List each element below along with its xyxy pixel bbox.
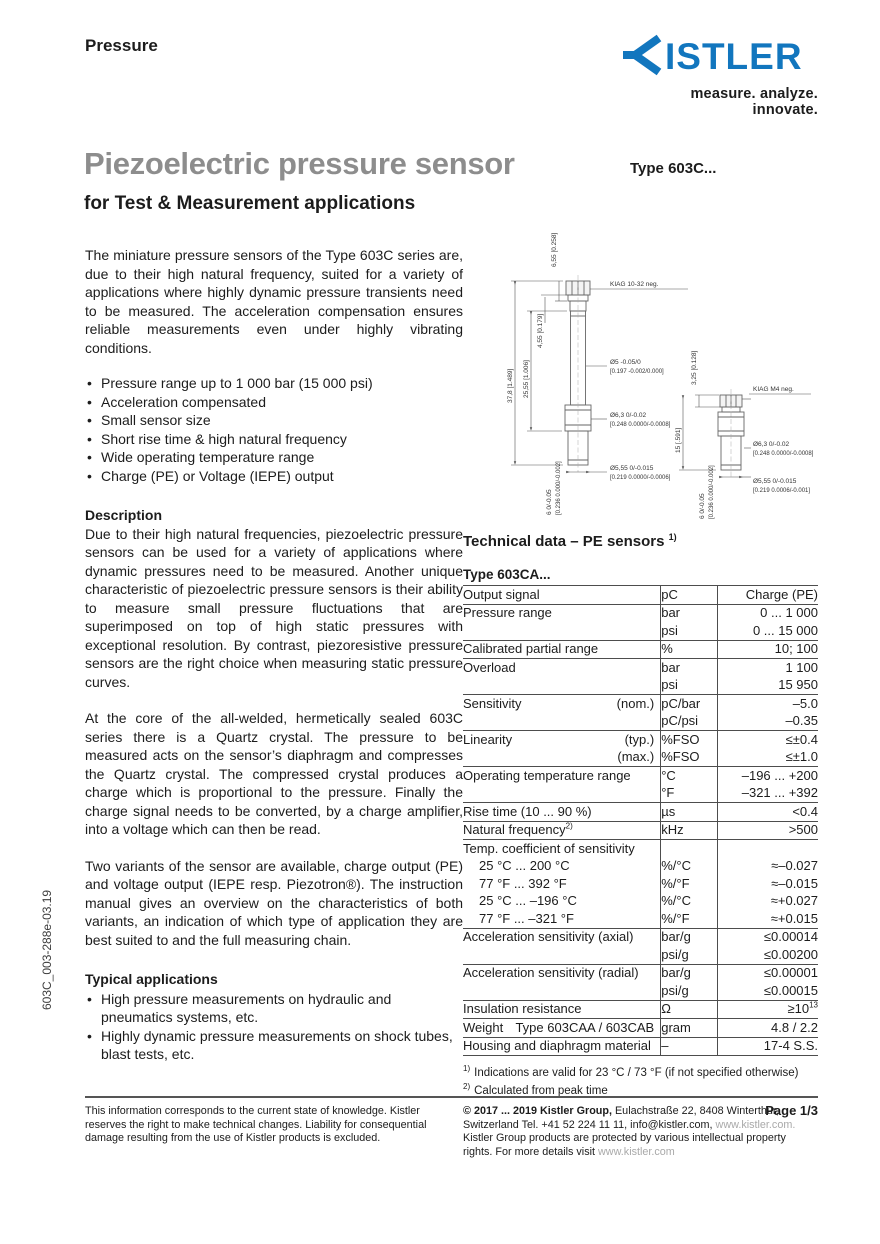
table-row	[463, 1037, 818, 1056]
row-value: –5.0	[717, 695, 818, 713]
row-unit: %FSO	[661, 749, 718, 767]
table-row	[463, 875, 818, 893]
row-unit: kHz	[661, 821, 718, 840]
right-column	[463, 232, 818, 1118]
page-subtitle: for Test & Measurement applications	[84, 193, 416, 214]
row-value: –321 ... +392	[741, 785, 818, 801]
dim-325: 3,25 [0.128]	[691, 350, 698, 385]
row-unit: –	[661, 1037, 718, 1056]
description-paragraph-3: Two variants of the sensor are available, charge output (PE) and voltage output (IEPE resp. Piezotron®). The instruction manual gives an overview on the characteristics of both variants, an indication of which type of application they are best suited to and the full measuring chain.	[85, 857, 463, 948]
row-label: Overload	[463, 659, 661, 677]
thread-label-left: KIAG 10-32 neg.	[610, 281, 659, 288]
row-label: 25 °C ... 200 °C	[479, 858, 570, 874]
logo-text: ISTLER	[665, 36, 803, 77]
row-value: 4.8 / 2.2	[717, 1019, 818, 1038]
table-row	[463, 982, 818, 1000]
feature-item: • Wide operating temperature range	[85, 448, 463, 467]
row-unit: °F	[661, 785, 718, 803]
row-value	[717, 840, 818, 858]
row-label: Sensitivity (nom.)	[463, 695, 661, 713]
row-value: ≤0.00014	[717, 928, 818, 946]
dim-15: 15 [.591]	[675, 427, 682, 453]
row-label	[463, 622, 661, 640]
type-label: Type 603C...	[630, 160, 717, 177]
kistler-logo	[623, 34, 818, 81]
row-label: Rise time (10 ... 90 %)	[463, 803, 661, 822]
table-row	[463, 640, 818, 659]
row-unit: %/°F	[661, 875, 718, 893]
row-unit: µs	[661, 803, 718, 822]
row-unit: %/°C	[661, 858, 718, 876]
row-value: ≤0.00200	[763, 946, 818, 962]
row-label	[463, 677, 661, 695]
tech-data-title-text: Technical data – PE sensors	[463, 533, 669, 550]
tech-data-subtype: Type 603CA...	[463, 567, 551, 582]
row-value: 0 ... 1 000	[717, 604, 818, 622]
tech-data-title	[463, 532, 818, 550]
dia63-metric-right: Ø6,3 0/-0.02	[753, 441, 790, 448]
dia5-metric: Ø5 -0.05/0	[610, 359, 641, 366]
row-label	[463, 946, 661, 964]
logo-k-arrow	[635, 38, 659, 72]
row-label	[463, 713, 661, 731]
kistler-logo-icon	[623, 34, 818, 76]
dia63-inch-left: [0.248 0.0000/-0.0008]	[610, 422, 671, 428]
row-value: 10; 100	[717, 640, 818, 659]
dim-455: 4,55 [0.179]	[537, 313, 544, 348]
footer-copyright: © 2017 ... 2019 Kistler Group,	[463, 1105, 612, 1117]
row-label: Pressure range	[463, 604, 661, 622]
table-row	[463, 1019, 818, 1038]
footer-legal: Kistler Group products are protected by various intellectual property rights. For more details visit	[463, 1132, 786, 1158]
table-row	[463, 767, 818, 785]
row-value: ≈–0.015	[771, 875, 818, 891]
row-label	[463, 982, 661, 1000]
row-unit: Ω	[661, 1000, 718, 1019]
thread-label-right: KIAG M4 neg.	[753, 386, 794, 393]
application-item: • Highly dynamic pressure measurements on shock tubes, blast tests, etc.	[85, 1027, 463, 1064]
row-label: Weight Type 603CAA / 603CAB	[463, 1019, 661, 1038]
row-unit: %	[661, 640, 718, 659]
row-value: ≤±0.4	[717, 731, 818, 749]
page-title: Piezoelectric pressure sensor	[84, 146, 515, 181]
dia63-metric-left: Ø6,3 0/-0.02	[610, 412, 647, 419]
dia555-metric-left: Ø5,55 0/-0.015	[610, 465, 654, 472]
dim-655: 6,55 [0.258]	[551, 232, 558, 267]
tech-data-title-footnote-marker: 1)	[668, 532, 677, 542]
row-value: ≈+0.027	[770, 893, 818, 909]
row-unit: pC/psi	[661, 713, 718, 731]
dia5-inch: [0.197 -0.002/0.000]	[610, 369, 664, 375]
feature-item: • Charge (PE) or Voltage (IEPE) output	[85, 467, 463, 486]
footer-website-link[interactable]: www.kistler.com.	[715, 1118, 796, 1131]
row-label: Natural frequency$^{2)}$	[463, 821, 661, 840]
dimension-lines-left	[511, 281, 688, 472]
row-label: (max.)	[617, 749, 655, 765]
dimension-lines-right	[679, 394, 811, 477]
dia555-inch-left: [0.219 0.0000/-0.0006]	[610, 475, 671, 481]
footnote-1-marker: 1)	[463, 1064, 471, 1073]
row-value: 17-4 S.S.	[717, 1037, 818, 1056]
row-unit: %FSO	[661, 731, 718, 749]
row-unit: bar	[661, 659, 718, 677]
applications-heading: Typical applications	[85, 971, 218, 987]
description-paragraph-1: Due to their high natural frequencies, piezoelectric pressure sensors can be used for a variety of applications where dynamic pressures need to be measured. Another unique characteristic of piezoelectric pressure sensors is their ability to measure small pressure fluctuations that are superimposed on top of high static pressures with exceptional resolution. By contrast, piezoresistive pressure sensors are the right choice when measuring static pressure curves.	[85, 525, 463, 690]
table-row	[463, 731, 818, 749]
row-value: ≈+0.015	[770, 910, 818, 926]
table-row	[463, 893, 818, 911]
row-value: ≤0.00001	[717, 964, 818, 982]
category-label: Pressure	[85, 36, 158, 55]
row-value: <0.4	[717, 803, 818, 822]
row-value: 15 950	[778, 677, 818, 693]
row-label: Linearity (typ.)	[463, 731, 661, 749]
feature-item: • Small sensor size	[85, 411, 463, 430]
row-unit	[661, 840, 718, 858]
row-unit: bar	[661, 604, 718, 622]
table-row	[463, 749, 818, 767]
document-number: 603C_003-288e-03.19	[40, 889, 54, 1010]
row-value: ≤±1.0	[785, 749, 818, 765]
table-row	[463, 695, 818, 713]
row-label	[463, 785, 661, 803]
row-value: 0 ... 15 000	[752, 622, 818, 638]
row-unit: pC	[661, 586, 718, 605]
row-value: –0.35	[785, 713, 818, 729]
dim6-inch-left: [0.236 0.000/-0.002]	[556, 461, 562, 515]
table-row	[463, 821, 818, 840]
row-unit: psi	[661, 622, 718, 640]
row-value: Charge (PE)	[717, 586, 818, 605]
tech-table-body	[463, 586, 818, 1056]
row-unit: psi	[661, 677, 718, 695]
row-label: 25 °C ... –196 °C	[479, 893, 577, 909]
footnote-2-marker: 2)	[463, 1081, 471, 1091]
dim-378: 37,8 [1.489]	[507, 368, 514, 403]
page-number: Page 1/3	[765, 1102, 818, 1118]
footnote-1	[463, 1062, 818, 1080]
dia555-inch-right: [0.219 0.0006/-0.001]	[753, 488, 811, 494]
row-unit: psi/g	[661, 946, 718, 964]
table-footnotes	[463, 1062, 818, 1098]
footnote-1-text: Indications are valid for 23 °C / 73 °F (if not specified otherwise)	[474, 1066, 799, 1079]
feature-item: • Acceleration compensated	[85, 393, 463, 412]
table-row	[463, 604, 818, 622]
row-label: 77 °F ... 392 °F	[479, 875, 567, 891]
row-unit: psi/g	[661, 982, 718, 1000]
intro-paragraph: The miniature pressure sensors of the Type 603C series are, due to their high natural frequency, suited for a variety of applications where highly dynamic pressure transients need to be measured. The acceleration compensation ensures reliable measurements even under highly vibrating conditions.	[85, 247, 463, 356]
row-label: 77 °F ... –321 °F	[479, 910, 574, 926]
technical-drawing	[463, 232, 818, 525]
row-label: Output signal	[463, 586, 661, 605]
feature-list	[85, 374, 463, 485]
row-unit: °C	[661, 767, 718, 785]
description-heading: Description	[85, 507, 163, 523]
left-column	[85, 246, 463, 1064]
dim-2555: 25,55 [1.006]	[523, 360, 530, 398]
dim6-inch-right: [0.236 0.000/-0.002]	[709, 465, 715, 519]
footer-disclaimer: This information corresponds to the current state of knowledge. Kistler reserves the right to make technical changes. Liability for consequential damage resulting from the use of Kistler products is excluded.	[85, 1105, 427, 1144]
row-label: Operating temperature range	[463, 767, 661, 785]
feature-item: • Short rise time & high natural frequency	[85, 430, 463, 449]
dim6-metric-left: 6 0/-0.05	[546, 489, 553, 515]
table-row	[463, 803, 818, 822]
table-row	[463, 858, 818, 876]
table-row	[463, 928, 818, 946]
table-row	[463, 713, 818, 731]
row-unit: %/°F	[661, 910, 718, 928]
footnote-2	[463, 1080, 818, 1098]
row-label: Calibrated partial range	[463, 640, 661, 659]
row-unit: bar/g	[661, 928, 718, 946]
table-row	[463, 964, 818, 982]
row-unit: gram	[661, 1019, 718, 1038]
tech-data-table	[463, 585, 818, 1056]
table-row	[463, 677, 818, 695]
dia555-metric-right: Ø5,55 0/-0.015	[753, 478, 797, 485]
row-value: 1 100	[717, 659, 818, 677]
logo-tagline: measure. analyze. innovate.	[690, 86, 818, 118]
row-value: ≈–0.027	[771, 858, 818, 874]
row-label: Acceleration sensitivity (axial)	[463, 928, 661, 946]
table-row	[463, 785, 818, 803]
description-paragraph-2: At the core of the all-welded, hermetically sealed 603C series there is a Quartz crystal. The pressure to be measured acts on the sensor’s diaphragm and compresses the Quartz crystal. The compressed crystal produces a charge which is proportional to the pressure. Finally the charge signal needs to be converted, by a charge amplifier, into a voltage which can then be read.	[85, 710, 463, 837]
row-unit: pC/bar	[661, 695, 718, 713]
application-item: • High pressure measurements on hydraulic and pneumatics systems, etc.	[85, 990, 463, 1027]
table-row	[463, 946, 818, 964]
row-unit: bar/g	[661, 964, 718, 982]
row-value: ≤0.00015	[763, 982, 818, 998]
footer-address: Eulachstraße 22, 8408 Winterthur, Switzerland Tel. +41 52 224 11 11, info@kistler.com,	[463, 1105, 779, 1131]
table-row	[463, 910, 818, 928]
footer-company-info	[463, 1102, 818, 1159]
footer-website-link-2[interactable]: www.kistler.com	[598, 1145, 675, 1158]
dim6-metric-right: 6 0/-0.05	[699, 493, 706, 519]
row-label: Acceleration sensitivity (radial)	[463, 964, 661, 982]
row-label: Housing and diaphragm material	[463, 1037, 661, 1056]
row-label: Insulation resistance	[463, 1000, 661, 1019]
table-row	[463, 840, 818, 858]
row-value: $\ge 10^{13}$	[717, 1000, 818, 1019]
dia63-inch-right: [0.248 0.0000/-0.0008]	[753, 451, 814, 457]
row-label: Temp. coefficient of sensitivity	[463, 840, 661, 858]
footnote-2-text: Calculated from peak time	[474, 1084, 608, 1097]
row-value: >500	[717, 821, 818, 840]
feature-item: • Pressure range up to 1 000 bar (15 000 psi)	[85, 374, 463, 393]
table-row	[463, 622, 818, 640]
table-row	[463, 1000, 818, 1019]
table-row	[463, 586, 818, 605]
applications-list	[85, 990, 463, 1064]
row-unit: %/°C	[661, 893, 718, 911]
row-value: –196 ... +200	[717, 767, 818, 785]
table-row	[463, 659, 818, 677]
